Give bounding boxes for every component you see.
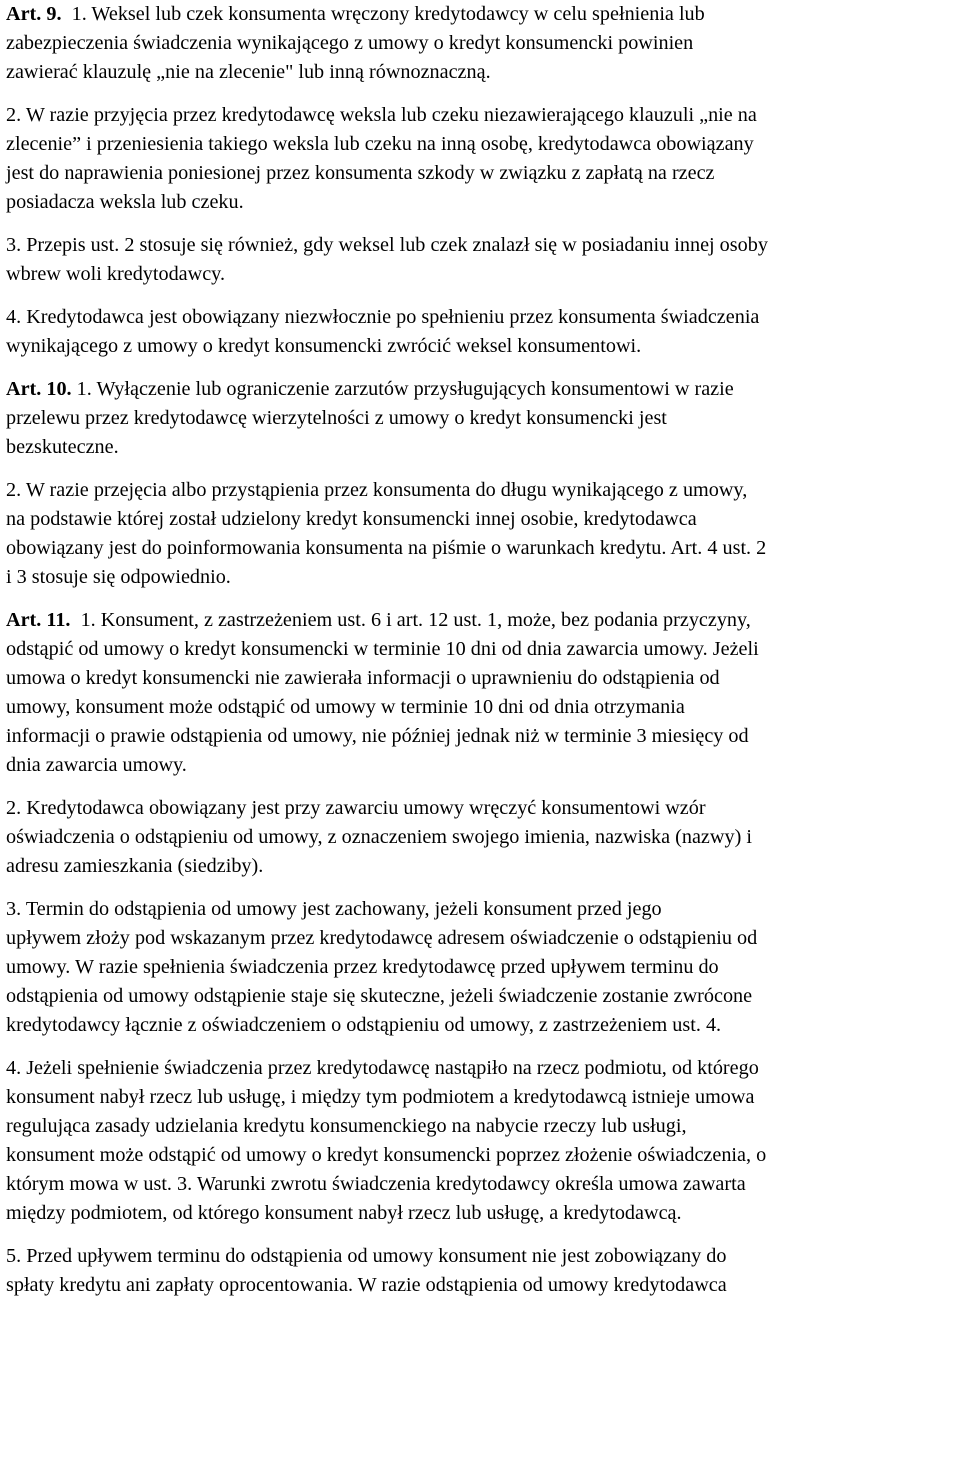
text-line: oświadczenia o odstąpieniu od umowy, z oznaczeniem swojego imienia, nazwiska (nazwy) i <box>6 826 752 848</box>
text-line: zawierać klauzulę „nie na zlecenie" lub inną równoznaczną. <box>6 61 491 83</box>
text-line: wynikającego z umowy o kredyt konsumencki zwrócić weksel konsumentowi. <box>6 335 642 357</box>
article-heading: Art. 9. <box>6 3 62 25</box>
paragraph <box>6 1054 958 1228</box>
paragraph <box>6 375 958 462</box>
text-line: obowiązany jest do poinformowania konsumenta na piśmie o warunkach kredytu. Art. 4 ust. 2 <box>6 537 767 559</box>
paragraph <box>6 231 958 289</box>
text-line <box>6 0 958 29</box>
paragraph <box>6 1242 958 1300</box>
text-line: 3. Przepis ust. 2 stosuje się również, gdy weksel lub czek znalazł się w posiadaniu innej osoby <box>6 234 768 256</box>
article-heading: Art. 11. <box>6 609 71 631</box>
paragraph <box>6 303 958 361</box>
text-line: zabezpieczenia świadczenia wynikającego z umowy o kredyt konsumencki powinien <box>6 32 694 54</box>
text-line: bezskuteczne. <box>6 436 119 458</box>
text-line <box>6 606 958 635</box>
paragraph <box>6 101 958 217</box>
text-line: jest do naprawienia poniesionej przez konsumenta szkody w związku z zapłatą na rzecz <box>6 162 715 184</box>
text-line: przelewu przez kredytodawcę wierzytelności z umowy o kredyt konsumencki jest <box>6 407 667 429</box>
paragraph <box>6 0 958 87</box>
text-line: którym mowa w ust. 3. Warunki zwrotu świadczenia kredytodawcy określa umowa zawarta <box>6 1173 746 1195</box>
text-line: 3. Termin do odstąpienia od umowy jest zachowany, jeżeli konsument przed jego <box>6 898 662 920</box>
text-line: posiadacza weksla lub czeku. <box>6 191 244 213</box>
text-line <box>6 375 958 404</box>
text-line: upływem złoży pod wskazanym przez kredytodawcę adresem oświadczenie o odstąpieniu od <box>6 927 758 949</box>
text-line: adresu zamieszkania (siedziby). <box>6 855 264 877</box>
text-line: spłaty kredytu ani zapłaty oprocentowania. W razie odstąpienia od umowy kredytodawca <box>6 1274 727 1296</box>
text-line: odstąpić od umowy o kredyt konsumencki w terminie 10 dni od dnia zawarcia umowy. Jeżeli <box>6 638 759 660</box>
text-line: kredytodawcy łącznie z oświadczeniem o odstąpieniu od umowy, z zastrzeżeniem ust. 4. <box>6 1014 722 1036</box>
text-line: konsument nabył rzecz lub usługę, i między tym podmiotem a kredytodawcą istnieje umowa <box>6 1086 755 1108</box>
text-line: umowa o kredyt konsumencki nie zawierała informacji o uprawnieniu do odstąpienia od <box>6 667 720 689</box>
text-line: umowy, konsument może odstąpić od umowy w terminie 10 dni od dnia otrzymania <box>6 696 685 718</box>
text-line: i 3 stosuje się odpowiednio. <box>6 566 231 588</box>
text-line: 4. Jeżeli spełnienie świadczenia przez kredytodawcę nastąpiło na rzecz podmiotu, od którego <box>6 1057 759 1079</box>
line-text: 1. Weksel lub czek konsumenta wręczony kredytodawcy w celu spełnienia lub <box>61 3 705 25</box>
paragraph <box>6 895 958 1040</box>
line-text: 1. Konsument, z zastrzeżeniem ust. 6 i art. 12 ust. 1, może, bez podania przyczyny, <box>70 609 751 631</box>
text-line: między podmiotem, od którego konsument nabył rzecz lub usługę, a kredytodawcą. <box>6 1202 682 1224</box>
text-line: 2. W razie przejęcia albo przystąpienia przez konsumenta do długu wynikającego z umowy, <box>6 479 748 501</box>
text-line: wbrew woli kredytodawcy. <box>6 263 226 285</box>
text-line: 2. Kredytodawca obowiązany jest przy zawarciu umowy wręczyć konsumentowi wzór <box>6 797 706 819</box>
paragraph <box>6 476 958 592</box>
text-line: dnia zawarcia umowy. <box>6 754 187 776</box>
text-line: na podstawie której został udzielony kredyt konsumencki innej osobie, kredytodawca <box>6 508 697 530</box>
text-line: zlecenie” i przeniesienia takiego weksla lub czeku na inną osobę, kredytodawca obowiązany <box>6 133 754 155</box>
text-line: 4. Kredytodawca jest obowiązany niezwłocznie po spełnieniu przez konsumenta świadczenia <box>6 306 760 328</box>
text-line: umowy. W razie spełnienia świadczenia przez kredytodawcę przed upływem terminu do <box>6 956 719 978</box>
paragraph <box>6 794 958 881</box>
article-heading: Art. 10. <box>6 378 72 400</box>
text-line: regulująca zasady udzielania kredytu konsumenckiego na nabycie rzeczy lub usługi, <box>6 1115 687 1137</box>
line-text: 1. Wyłączenie lub ograniczenie zarzutów przysługujących konsumentowi w razie <box>71 378 734 400</box>
text-line: informacji o prawie odstąpienia od umowy, nie później jednak niż w terminie 3 miesięcy od <box>6 725 749 747</box>
text-line: odstąpienia od umowy odstąpienie staje się skuteczne, jeżeli świadczenie zostanie zwrócone <box>6 985 753 1007</box>
text-line: 2. W razie przyjęcia przez kredytodawcę weksla lub czeku niezawierającego klauzuli „nie na <box>6 104 757 126</box>
text-line: 5. Przed upływem terminu do odstąpienia od umowy konsument nie jest zobowiązany do <box>6 1245 727 1267</box>
text-line: konsument może odstąpić od umowy o kredyt konsumencki poprzez złożenie oświadczenia, o <box>6 1144 767 1166</box>
document-page <box>6 0 958 1314</box>
paragraph <box>6 606 958 780</box>
